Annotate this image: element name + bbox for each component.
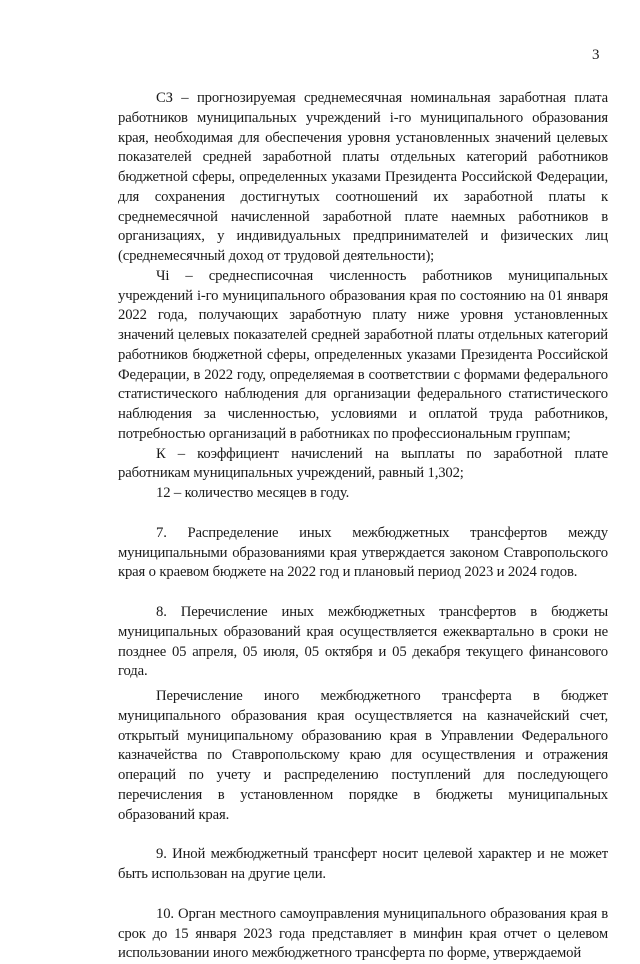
clause-7: 7. Распределение иных межбюджетных трансфертов между муниципальными образованиями края утверждается законом Ставропольского края о краевом бюджете на 2022 год и плановый период 2023 и 2024 годов. [118,524,608,581]
definition-chi: Чi – среднесписочная численность работников муниципальных учреждений i-го муниципального образования края по состоянию на 01 января 2022 года, получающих заработную плату ниже уровня установленных значений целевых показателей средней заработной платы отдельных категорий работников бюджетной сферы, определенных указами Президента Российской Федерации, в 2022 году, определяемая в соответствии с формами федерального статистического наблюдения для организации федерального статистического наблюдения за численностью, условиями и оплатой труда работников, потребностью организаций в работниках по профессиональным группам; [118,267,608,442]
document-body [118,89,608,964]
definition-sz: СЗ – прогнозируемая среднемесячная номинальная заработная плата работников муниципальных учреждений i-го муниципального образования края, необходимая для обеспечения уровня установленных значений целевых показателей средней заработной платы отдельных категорий работников бюджетной сферы, определенных указами Президента Российской Федерации, для сохранения достигнутых соотношений их заработной платы к среднемесячной начисленной заработной плате наемных работников в организациях, у индивидуальных предпринимателей и физических лиц (среднемесячный доход от трудовой деятельности); [118,90,608,264]
clause-8-transfer: Перечисление иного межбюджетного трансферта в бюджет муниципального образования края осуществляется на казначейский счет, открытый муниципальному образованию края в Управлении Федерального казначейства по Ставропольскому краю для осуществления и отражения операций по учету и распределению поступлений для последующего перечисления в установленном порядке в бюджеты муниципальных образований края. [118,688,608,823]
clause-8: 8. Перечисление иных межбюджетных трансфертов в бюджеты муниципальных образований края осуществляется ежеквартально в сроки не позднее 05 апреля, 05 июля, 05 октября и 05 декабря текущего финансового года. [118,604,608,680]
clause-10: 10. Орган местного самоуправления муниципального образования края в срок до 15 января 2023 года представляет в минфин края отчет о целевом использовании иного межбюджетного трансферта по форме, утверждаемой [118,905,608,962]
clause-9: 9. Иной межбюджетный трансферт носит целевой характер и не может быть использован на другие цели. [118,846,608,882]
definition-12: 12 – количество месяцев в году. [156,485,350,501]
page-number: 3 [592,47,600,63]
definition-k: К – коэффициент начислений на выплаты по заработной плате работникам муниципальных учреждений, равный 1,302; [118,445,608,482]
